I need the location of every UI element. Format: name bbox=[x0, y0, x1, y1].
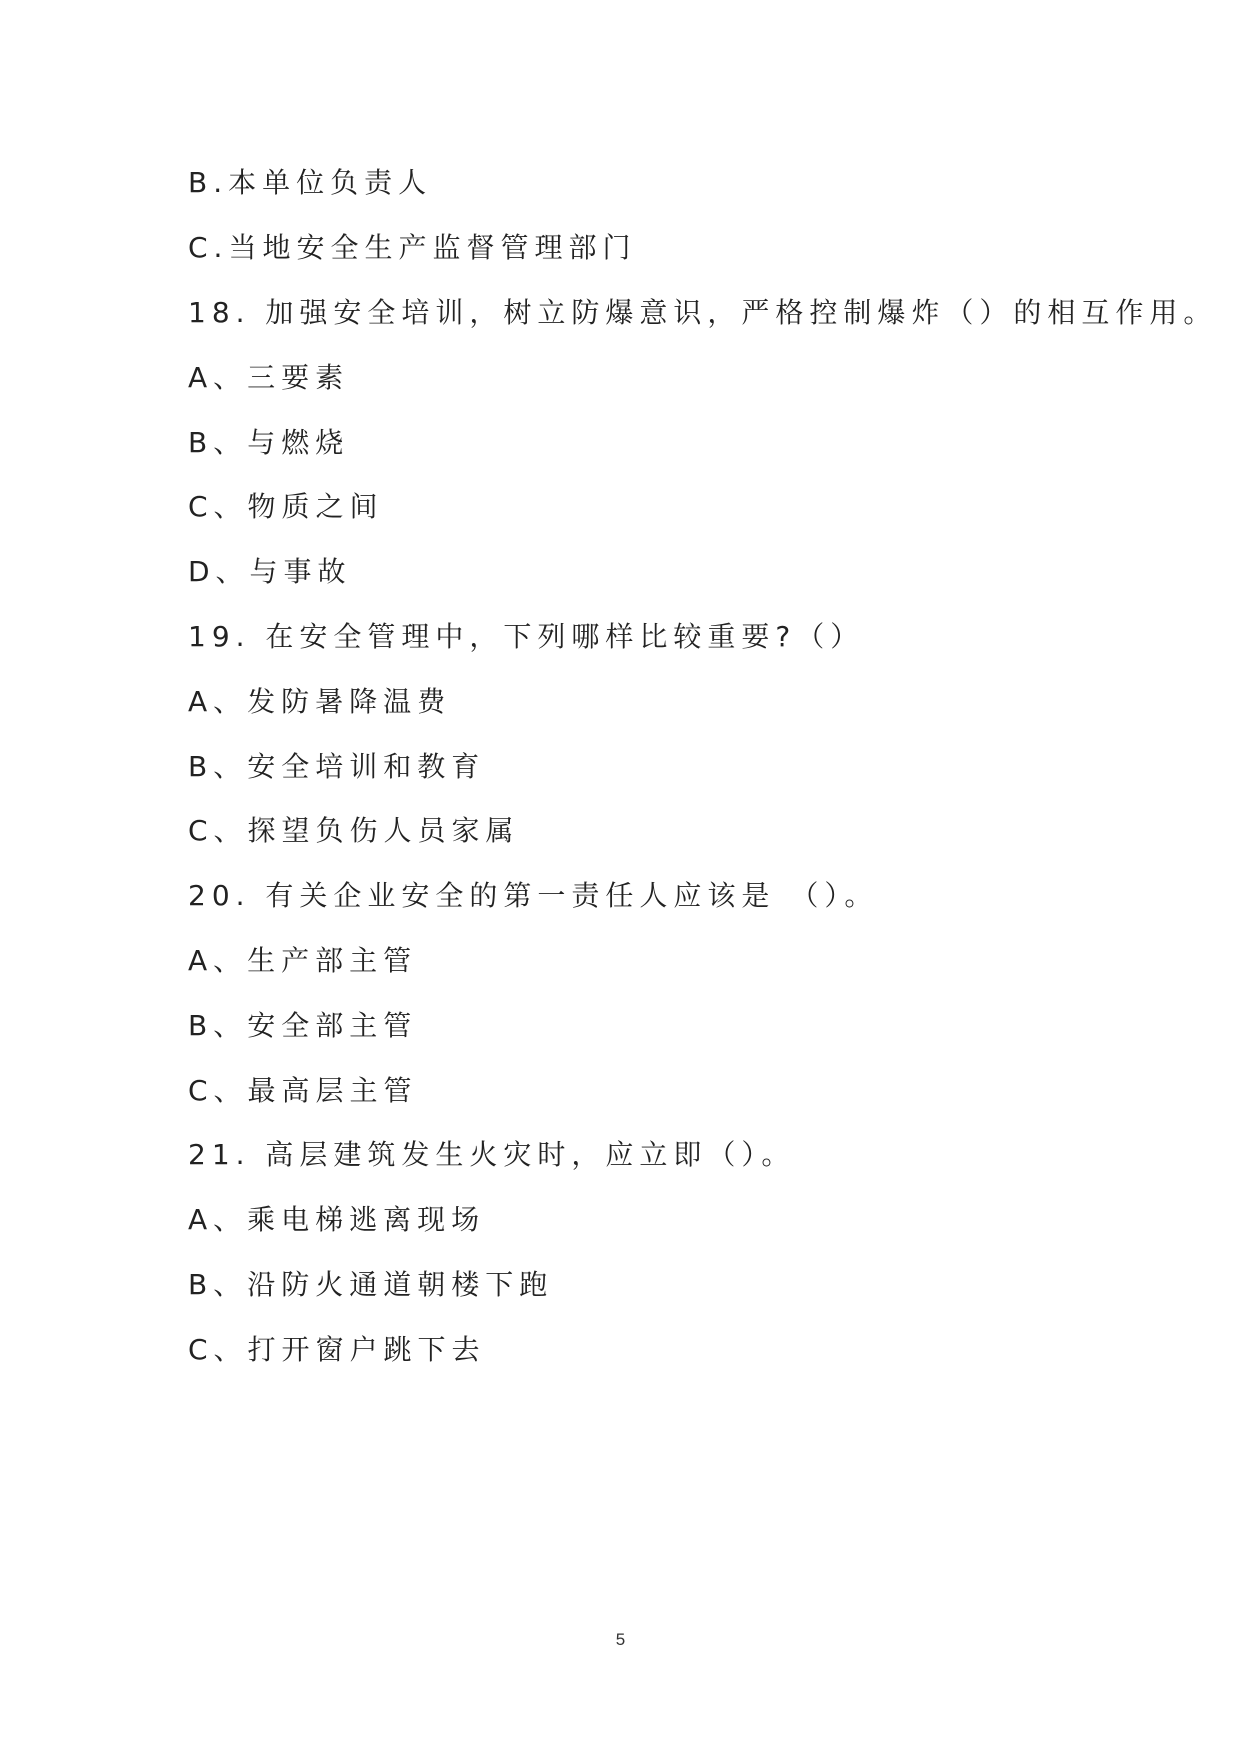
q19-option-c: C、探望负伤人员家属 bbox=[188, 814, 520, 847]
q17-option-b: B.本单位负责人 bbox=[188, 166, 433, 199]
q21-option-c: C、打开窗户跳下去 bbox=[188, 1333, 486, 1366]
q17-option-c: C.当地安全生产监督管理部门 bbox=[188, 231, 637, 264]
question-21: 21. 高层建筑发生火灾时，应立即（）。 bbox=[188, 1138, 796, 1171]
q20-option-a: A、生产部主管 bbox=[188, 944, 418, 977]
q21-option-a: A、乘电梯逃离现场 bbox=[188, 1203, 486, 1236]
q18-option-a: A、三要素 bbox=[188, 361, 350, 394]
question-19: 19. 在安全管理中，下列哪样比较重要?（） bbox=[188, 620, 865, 653]
question-20: 20. 有关企业安全的第一责任人应该是 （）。 bbox=[188, 879, 879, 912]
q19-option-a: A、发防暑降温费 bbox=[188, 685, 452, 718]
q20-option-b: B、安全部主管 bbox=[188, 1009, 418, 1042]
question-18: 18. 加强安全培训，树立防爆意识，严格控制爆炸（）的相互作用。 bbox=[188, 296, 1218, 329]
q18-option-d: D、与事故 bbox=[188, 555, 352, 588]
q18-option-b: B、与燃烧 bbox=[188, 426, 350, 459]
q18-option-c: C、物质之间 bbox=[188, 490, 384, 523]
q20-option-c: C、最高层主管 bbox=[188, 1074, 418, 1107]
page-number: 5 bbox=[615, 1630, 626, 1649]
q19-option-b: B、安全培训和教育 bbox=[188, 750, 486, 783]
q21-option-b: B、沿防火通道朝楼下跑 bbox=[188, 1268, 554, 1301]
